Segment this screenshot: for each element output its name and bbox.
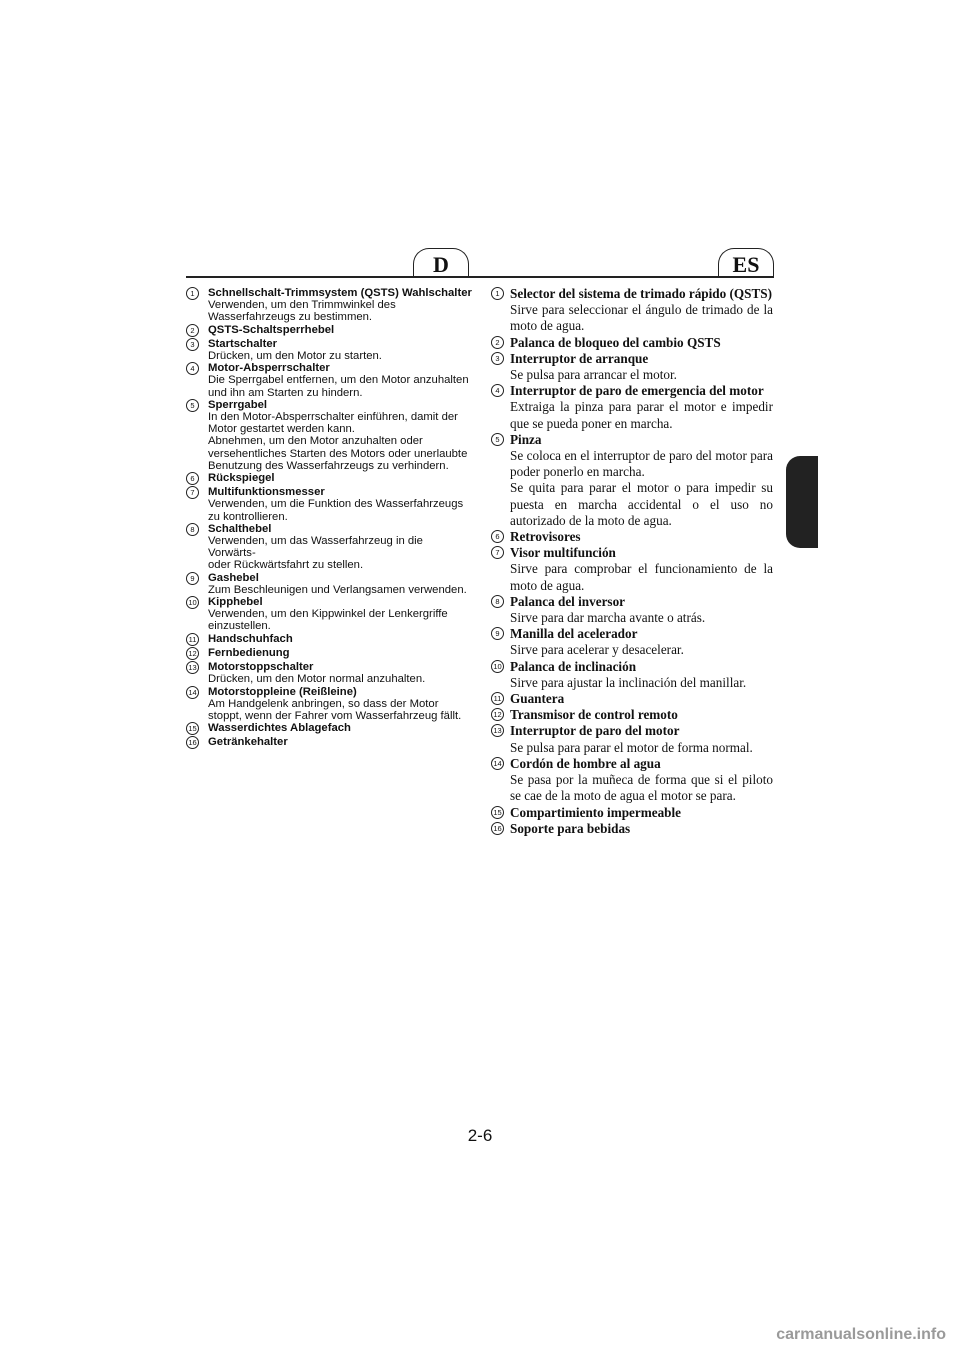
item-body [208,572,472,596]
item-title: Motorstoppleine (Reißleine) [208,685,357,698]
item-description: Sirve para comprobar el funcionamiento de la moto de agua. [510,561,773,593]
item-title: Guantera [510,691,565,707]
item-body [208,736,472,750]
item-number-circle: 8 [186,523,199,536]
item-number [491,383,510,432]
legend-item-es [491,756,773,805]
item-body [510,286,773,335]
item-number [491,529,510,545]
item-description: Die Sperrgabel entfernen, um den Motor anzuhalten [208,374,469,387]
legend-item-de [186,736,472,750]
item-number-circle: 16 [186,736,199,749]
item-number [186,633,208,647]
item-number [186,362,208,399]
item-number [491,432,510,529]
language-badge-de: D [413,248,469,277]
item-description: Sirve para ajustar la inclinación del manillar. [510,674,747,690]
item-number [186,472,208,486]
item-title: Gashebel [208,571,259,584]
item-number-circle: 12 [186,647,199,660]
item-number [186,647,208,661]
item-body [208,324,472,338]
item-number-circle: 6 [186,472,199,485]
item-number-circle: 5 [491,433,504,446]
item-title: Motor-Absperrschalter [208,362,330,375]
item-description: Am Handgelenk anbringen, so dass der Motor [208,697,439,710]
item-number-circle: 13 [491,724,504,737]
item-body [208,647,472,661]
legend-item-de [186,399,472,472]
item-number [491,756,510,805]
legend-item-es [491,691,773,707]
item-number-circle: 7 [491,546,504,559]
item-description: Benutzung des Wasserfahrzeugs zu verhindern. [208,459,449,472]
item-title: Startschalter [208,337,278,350]
item-number-circle: 7 [186,486,199,499]
german-column [186,287,472,751]
item-body [510,545,773,594]
item-title: Pinza [510,431,542,447]
legend-item-de [186,686,472,723]
item-description: und ihn am Starten zu hindern. [208,386,363,399]
item-body [208,472,472,486]
item-body [510,529,773,545]
item-number [491,594,510,626]
item-title: Getränkehalter [208,736,288,749]
item-title: Palanca del inversor [510,593,626,609]
item-title: Interruptor de paro de emergencia del motor [510,383,764,399]
legend-item-de [186,661,472,685]
item-description: Wasserfahrzeugs zu bestimmen. [208,311,373,324]
item-body [208,486,472,523]
item-title: Manilla del acelerador [510,626,638,642]
item-number-circle: 15 [491,806,504,819]
item-title: Visor multifunción [510,545,616,561]
item-title: Compartimiento impermeable [510,804,682,820]
item-number-circle: 9 [491,627,504,640]
item-number-circle: 2 [186,324,199,337]
spanish-column [491,286,773,837]
item-number [186,661,208,685]
item-body [510,335,773,351]
item-body [208,686,472,723]
section-tab [786,456,818,548]
legend-item-de [186,596,472,633]
item-title: QSTS-Schaltsperrhebel [208,323,335,336]
item-description: versehentliches Starten des Motors oder unerlaubte [208,447,468,460]
item-title: Handschuhfach [208,632,293,645]
item-description: einzustellen. [208,620,271,633]
item-description: Verwenden, um den Kippwinkel der Lenkergriffe [208,608,448,621]
page-number: 2-6 [467,1126,493,1145]
item-description: stoppt, wenn der Fahrer vom Wasserfahrzeug fällt. [208,709,462,722]
item-number [186,287,208,324]
item-number [491,626,510,658]
item-description: zu kontrollieren. [208,510,288,523]
item-title: Cordón de hombre al agua [510,755,661,771]
item-title: Kipphebel [208,596,263,609]
item-description: Motor gestartet werden kann. [208,423,355,436]
legend-item-de [186,486,472,523]
item-body [208,722,472,736]
item-number-circle: 1 [491,287,504,300]
item-number-circle: 6 [491,530,504,543]
item-body [510,383,773,432]
legend-item-es [491,529,773,545]
legend-item-es [491,383,773,432]
item-body [510,691,773,707]
item-number-circle: 12 [491,708,504,721]
item-number-circle: 8 [491,595,504,608]
item-number-circle: 16 [491,822,504,835]
legend-item-es [491,335,773,351]
item-number-circle: 4 [186,362,199,375]
item-number [186,686,208,723]
item-body [510,805,773,821]
item-number [491,805,510,821]
language-badge-es: ES [718,248,774,277]
item-number-circle: 3 [186,338,199,351]
legend-item-de [186,472,472,486]
item-description: Abnehmen, um den Motor anzuhalten oder [208,435,423,448]
item-number [186,399,208,472]
item-description: Se coloca en el interruptor de paro del motor para poder ponerlo en marcha. [510,448,773,480]
item-body [208,523,472,572]
item-body [510,432,773,529]
item-number-circle: 9 [186,572,199,585]
legend-item-de [186,324,472,338]
item-number-circle: 11 [186,633,199,646]
item-number [186,338,208,362]
item-number-circle: 2 [491,336,504,349]
item-title: Palanca de bloqueo del cambio QSTS [510,334,721,350]
legend-item-de [186,523,472,572]
item-number [491,545,510,594]
item-number [491,351,510,383]
legend-item-de [186,572,472,596]
item-title: Transmisor de control remoto [510,707,678,723]
item-title: Rückspiegel [208,472,275,485]
legend-item-es [491,545,773,594]
header-rule [186,276,774,278]
item-number [491,821,510,837]
legend-item-es [491,432,773,529]
item-description: Sirve para seleccionar el ángulo de trimado de la moto de agua. [510,302,773,334]
item-title: Selector del sistema de trimado rápido (QSTS) [510,286,773,301]
item-body [208,287,472,324]
legend-item-es [491,286,773,335]
legend-item-es [491,626,773,658]
item-number-circle: 15 [186,722,199,735]
item-title: Palanca de inclinación [510,658,637,674]
item-number [186,523,208,572]
legend-item-es [491,594,773,626]
item-body [208,362,472,399]
item-title: Interruptor de paro del motor [510,723,680,739]
item-description: Verwenden, um die Funktion des Wasserfahrzeugs [208,498,464,511]
item-description: Verwenden, um das Wasserfahrzeug in die Vorwärts- [208,535,423,560]
item-number-circle: 1 [186,287,199,300]
item-number [491,659,510,691]
item-body [510,723,773,755]
item-body [510,351,773,383]
legend-item-de [186,633,472,647]
item-body [208,399,472,472]
legend-item-es [491,707,773,723]
item-body [510,707,773,723]
item-number-circle: 13 [186,661,199,674]
item-title: Fernbedienung [208,646,290,659]
item-title: Schalthebel [208,522,272,535]
item-number-circle: 3 [491,352,504,365]
item-title: Soporte para bebidas [510,820,631,836]
item-number-circle: 11 [491,692,504,705]
item-body [208,338,472,362]
legend-item-es [491,805,773,821]
item-description: Se pasa por la muñeca de forma que si el piloto se cae de la moto de agua el motor se para. [510,772,773,804]
item-body [208,596,472,633]
item-description: Sirve para acelerar y desacelerar. [510,642,684,658]
item-number [186,486,208,523]
item-number [186,736,208,750]
item-number [186,324,208,338]
item-number-circle: 10 [491,660,504,673]
legend-item-es [491,821,773,837]
item-description: oder Rückwärtsfahrt zu stellen. [208,559,364,572]
watermark: carmanualsonline.info [776,1326,946,1343]
item-description: Drücken, um den Motor normal anzuhalten. [208,673,426,686]
item-body [510,659,773,691]
item-description: Verwenden, um den Trimmwinkel des [208,299,396,312]
item-description: Se pulsa para arrancar el motor. [510,367,677,383]
legend-item-es [491,723,773,755]
item-description: Se pulsa para parar el motor de forma normal. [510,739,753,755]
item-description: Zum Beschleunigen und Verlangsamen verwenden. [208,583,467,596]
legend-item-de [186,647,472,661]
item-number-circle: 10 [186,596,199,609]
legend-item-de [186,362,472,399]
legend-item-es [491,659,773,691]
item-body [208,661,472,685]
item-description: Sirve para dar marcha avante o atrás. [510,610,706,626]
item-number [491,335,510,351]
item-title: Multifunktionsmesser [208,486,325,499]
item-description: Extraiga la pinza para parar el motor e impedir que se pueda poner en marcha. [510,399,773,431]
legend-item-es [491,351,773,383]
legend-item-de [186,338,472,362]
item-number [491,286,510,335]
item-body [510,756,773,805]
item-title: Sperrgabel [208,398,268,411]
item-number [186,596,208,633]
item-body [510,626,773,658]
item-title: Interruptor de arranque [510,350,649,366]
item-title: Wasserdichtes Ablagefach [208,722,351,735]
item-number [491,707,510,723]
item-title: Retrovisores [510,529,581,545]
item-number-circle: 14 [186,686,199,699]
item-body [208,633,472,647]
item-description: Drücken, um den Motor zu starten. [208,350,382,363]
item-number-circle: 4 [491,384,504,397]
item-description: Se quita para parar el motor o para impedir su puesta en marcha accidental o el uso no autorizado de la moto de agua. [510,480,773,528]
item-number-circle: 14 [491,757,504,770]
item-number [491,691,510,707]
item-description: In den Motor-Absperrschalter einführen, damit der [208,411,458,424]
legend-item-de [186,722,472,736]
item-body [510,821,773,837]
item-number [186,572,208,596]
item-title: Schnellschalt-Trimmsystem (QSTS) Wahlschalter [208,287,472,299]
item-number [186,722,208,736]
item-body [510,594,773,626]
item-number [491,723,510,755]
item-number-circle: 5 [186,399,199,412]
item-title: Motorstoppschalter [208,661,314,674]
legend-item-de [186,287,472,324]
